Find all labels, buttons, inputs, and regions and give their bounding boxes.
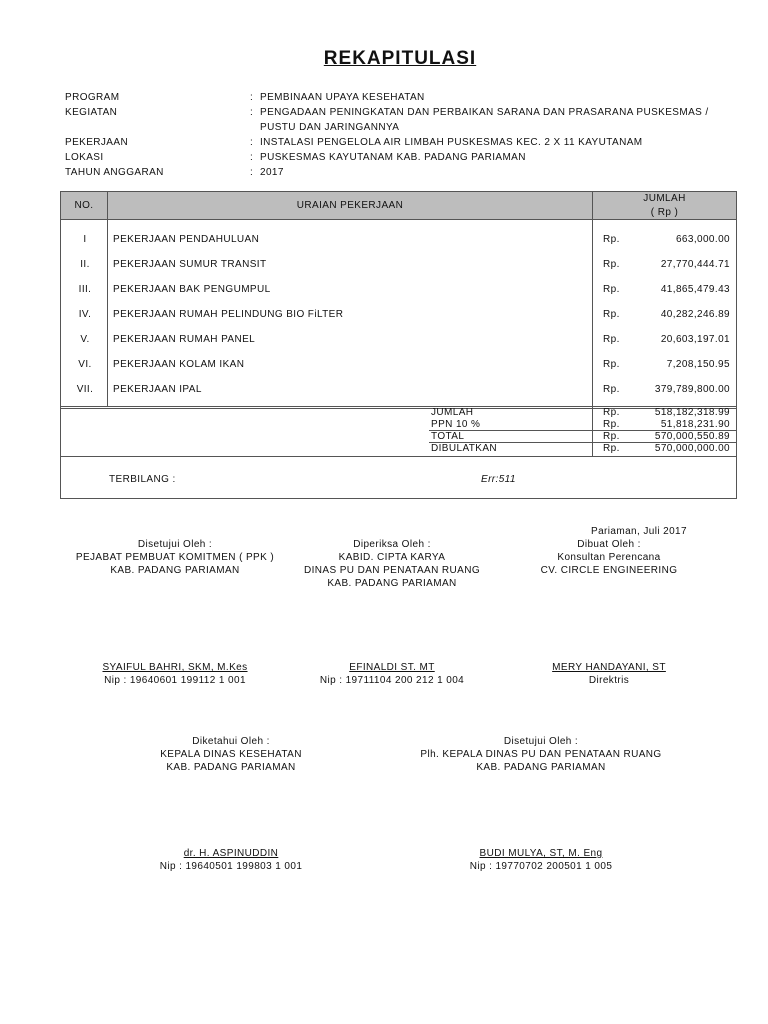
info-label: PEKERJAAN [65, 137, 129, 148]
signatory-nip: Nip : 19770702 200501 1 005 [469, 861, 613, 872]
signatory-nip: Nip : 19640601 199112 1 001 [104, 675, 246, 686]
info-value: PEMBINAAN UPAYA KESEHATAN [260, 92, 425, 103]
row-currency: Rp. [603, 309, 620, 320]
info-separator: : [250, 107, 254, 118]
summary-amount: 51,818,231.90 [660, 419, 730, 430]
summary-label: JUMLAH [431, 407, 474, 418]
info-separator: : [250, 137, 254, 148]
recap-table [60, 191, 737, 499]
header-amount: JUMLAH [643, 193, 686, 204]
row-amount: 40,282,246.89 [660, 309, 730, 320]
signatory-kadis-pu [400, 847, 682, 873]
summary-currency: Rp. [603, 443, 620, 454]
row-description: PEKERJAAN PENDAHULUAN [113, 234, 260, 245]
row-number: I [83, 234, 87, 245]
summary-label: DIBULATKAN [431, 443, 498, 454]
info-label: LOKASI [65, 152, 104, 163]
signature-line: Plh. KEPALA DINAS PU DAN PENATAAN RUANG [420, 749, 662, 760]
signature-line: KABID. CIPTA KARYA [338, 552, 446, 563]
place-date: Pariaman, Juli 2017 [591, 526, 687, 537]
signature-line: KAB. PADANG PARIAMAN [327, 578, 457, 589]
row-amount: 41,865,479.43 [660, 284, 730, 295]
signatory-title: Direktris [588, 675, 630, 686]
summary-currency: Rp. [603, 419, 620, 430]
signature-role: Diketahui Oleh : [192, 736, 270, 747]
signature-line: CV. CIRCLE ENGINEERING [540, 565, 678, 576]
row-description: PEKERJAAN RUMAH PELINDUNG BIO FiLTER [113, 309, 344, 320]
row-currency: Rp. [603, 359, 620, 370]
section-divider [61, 408, 736, 409]
row-amount: 379,789,800.00 [654, 384, 730, 395]
row-number: II. [80, 259, 90, 270]
signatory-name: MERY HANDAYANI, ST [552, 662, 666, 673]
signature-line: Konsultan Perencana [557, 552, 661, 563]
signature-role: Disetujui Oleh : [503, 736, 579, 747]
signatory-consultant [499, 661, 719, 687]
signature-role: Diperiksa Oleh : [353, 539, 431, 550]
row-number: V. [80, 334, 90, 345]
row-amount: 663,000.00 [675, 234, 730, 245]
row-number: III. [78, 284, 92, 295]
signature-role: Dibuat Oleh : [577, 539, 641, 550]
signature-line: KAB. PADANG PARIAMAN [476, 762, 606, 773]
info-value: PENGADAAN PENINGKATAN DAN PERBAIKAN SARANA DAN PRASARANA PUSKESMAS / [260, 107, 709, 118]
row-currency: Rp. [603, 284, 620, 295]
info-value: PUSKESMAS KAYUTANAM KAB. PADANG PARIAMAN [260, 152, 526, 163]
signatory-name: dr. H. ASPINUDDIN [183, 848, 279, 859]
signature-block-kadis-pu [400, 735, 682, 774]
summary-amount: 518,182,318.99 [654, 407, 730, 418]
row-currency: Rp. [603, 334, 620, 345]
summary-currency: Rp. [603, 407, 620, 418]
column-divider [592, 192, 593, 456]
info-value: 2017 [260, 167, 284, 178]
row-description: PEKERJAAN KOLAM IKAN [113, 359, 245, 370]
signatory-name: EFINALDI ST. MT [349, 662, 435, 673]
signature-block-kadinkes [121, 735, 341, 774]
signatory-kadinkes [121, 847, 341, 873]
row-number: IV. [78, 309, 92, 320]
info-separator: : [250, 167, 254, 178]
summary-label: TOTAL [431, 431, 465, 442]
signature-role: Disetujui Oleh : [137, 539, 213, 550]
signature-block-consultant [499, 538, 719, 577]
row-currency: Rp. [603, 234, 620, 245]
row-currency: Rp. [603, 384, 620, 395]
info-separator: : [250, 152, 254, 163]
signature-line: KAB. PADANG PARIAMAN [110, 565, 240, 576]
document-title: REKAPITULASI [323, 48, 477, 69]
summary-amount: 570,000,000.00 [654, 443, 730, 454]
row-description: PEKERJAAN IPAL [113, 384, 202, 395]
row-amount: 20,603,197.01 [660, 334, 730, 345]
summary-label: PPN 10 % [431, 419, 481, 430]
row-description: PEKERJAAN BAK PENGUMPUL [113, 284, 271, 295]
signatory-name: SYAIFUL BAHRI, SKM, M.Kes [102, 662, 248, 673]
summary-currency: Rp. [603, 431, 620, 442]
info-label: PROGRAM [65, 92, 120, 103]
summary-amount: 570,000,550.89 [654, 431, 730, 442]
row-number: VI. [78, 359, 92, 370]
info-value: PUSTU DAN JARINGANNYA [260, 122, 400, 133]
info-label: KEGIATAN [65, 107, 118, 118]
header-desc: URAIAN PEKERJAAN [296, 200, 404, 211]
row-amount: 7,208,150.95 [666, 359, 730, 370]
section-divider [61, 456, 736, 457]
table-header [61, 192, 736, 220]
signature-block-ppk [60, 538, 290, 577]
row-number: VII. [76, 384, 94, 395]
terbilang-value: Err:511 [481, 474, 516, 485]
signatory-ppk [60, 661, 290, 687]
signature-line: DINAS PU DAN PENATAAN RUANG [303, 565, 480, 576]
header-no: NO. [74, 200, 94, 211]
signature-line: KEPALA DINAS KESEHATAN [160, 749, 302, 760]
row-currency: Rp. [603, 259, 620, 270]
terbilang-label: TERBILANG : [109, 474, 176, 485]
signature-block-kabid [282, 538, 502, 590]
row-description: PEKERJAAN SUMUR TRANSIT [113, 259, 267, 270]
section-divider [61, 406, 736, 407]
signature-line: PEJABAT PEMBUAT KOMITMEN ( PPK ) [75, 552, 275, 563]
info-label: TAHUN ANGGARAN [65, 167, 164, 178]
signatory-kabid [282, 661, 502, 687]
signatory-nip: Nip : 19640501 199803 1 001 [159, 861, 303, 872]
info-value: INSTALASI PENGELOLA AIR LIMBAH PUSKESMAS KEC. 2 X 11 KAYUTANAM [260, 137, 643, 148]
row-amount: 27,770,444.71 [660, 259, 730, 270]
signatory-name: BUDI MULYA, ST, M. Eng [479, 848, 603, 859]
header-amount-unit: ( Rp ) [650, 207, 679, 218]
signature-line: KAB. PADANG PARIAMAN [166, 762, 296, 773]
row-description: PEKERJAAN RUMAH PANEL [113, 334, 256, 345]
info-separator: : [250, 92, 254, 103]
signatory-nip: Nip : 19711104 200 212 1 004 [319, 675, 465, 686]
column-divider [107, 192, 108, 406]
